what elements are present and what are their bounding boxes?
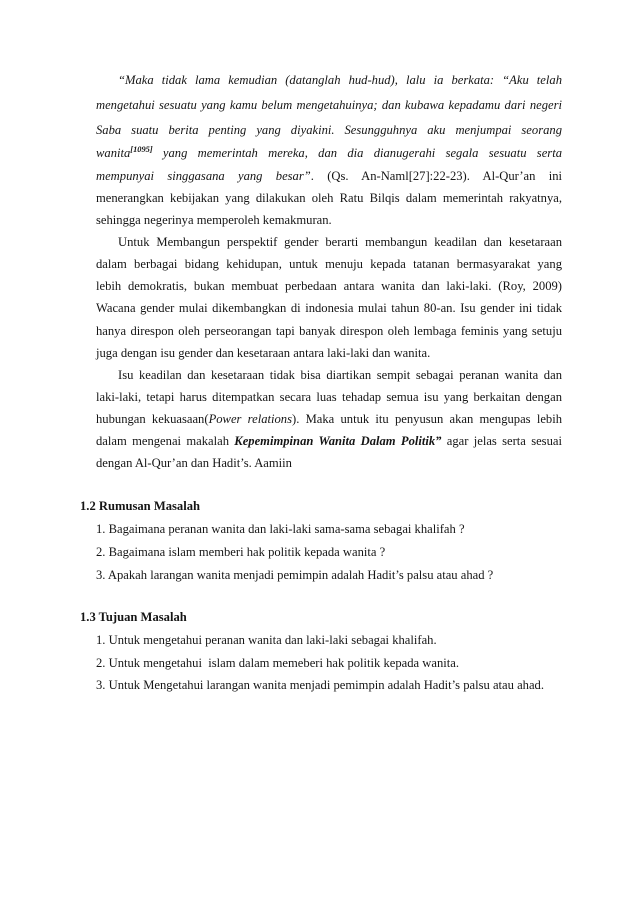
list-item: 3. Apakah larangan wanita menjadi pemimpin adalah Hadit’s palsu atau ahad ? xyxy=(96,568,494,582)
numbered-list xyxy=(80,518,580,587)
quote-paragraph xyxy=(96,68,562,232)
body-line xyxy=(96,209,562,231)
body-text: hubungan kekuasaan( xyxy=(96,411,209,426)
body-text: dalam mengenai makalah xyxy=(96,433,235,448)
list-item: 1. Untuk mengetahui peranan wanita dan laki-laki sebagai khalifah. xyxy=(96,633,437,647)
quote-text: “Maka tidak lama kemudian (datanglah hud-hud), lalu ia berkata: “Aku telah xyxy=(118,72,562,87)
body-text: dengan Al-Qur’an dan Hadit’s. Aamiin xyxy=(96,456,292,471)
body-text: sehingga negerinya memperoleh kemakmuran. xyxy=(96,213,332,228)
body-line xyxy=(96,275,562,297)
list-item: 3. Untuk Mengetahui larangan wanita menjadi pemimpin adalah Hadit’s palsu atau ahad. xyxy=(96,678,544,692)
body-text: menerangkan kebijakan yang dilakukan oleh Ratu Bilqis dalam memerintah rakyatnya, xyxy=(96,191,562,206)
body-text: juga dengan isu gender dan kesetaraan antara laki-laki dan wanita. xyxy=(96,345,431,360)
body-line xyxy=(96,231,562,253)
numbered-list xyxy=(80,629,580,697)
list-item: 2. Bagaimana islam memberi hak politik kepada wanita ? xyxy=(96,545,386,559)
body-line xyxy=(96,297,562,319)
body-text: agar jelas serta sesuai xyxy=(441,433,562,448)
body-line xyxy=(96,187,562,209)
body-line xyxy=(96,142,562,166)
body-text: ). Maka untuk itu penyusun akan mengupas lebih xyxy=(292,411,562,426)
body-text: Untuk Membangun perspektif gender berarti membangun keadilan dan kesetaraan xyxy=(118,235,562,250)
section-heading: 1.3 Tujuan Masalah xyxy=(80,610,187,624)
quote-text: Saba suatu berita penting yang diyakini. Sesungguhnya aku menjumpai seorang xyxy=(96,122,562,137)
quote-text: mempunyai singgasana yang besar” xyxy=(96,169,311,183)
body-text: Isu keadilan dan kesetaraan tidak bisa diartikan sempit sebagai peranan wanita dan xyxy=(118,367,562,382)
body-text: hanya direspon oleh perseorangan tapi banyak direspon oleh lembaga feminis yang setuju xyxy=(96,323,562,338)
paper-title-emphasis: Kepemimpinan Wanita Dalam Politik” xyxy=(234,433,442,448)
quote-text: mengetahui sesuatu yang kamu belum mengetahuinya; dan kubawa kepadamu dari negeri xyxy=(96,97,562,112)
italic-term: Power relations xyxy=(208,411,292,426)
body-line xyxy=(96,408,562,430)
introduction-body xyxy=(96,68,562,475)
body-line xyxy=(96,165,562,187)
quote-text: yang memerintah mereka, dan dia dianugerahi segala sesuatu serta xyxy=(152,145,562,160)
body-line xyxy=(96,452,562,474)
body-text: laki-laki, tetapi harus ditempatkan secara luas tehadap semua isu yang berkaitan dengan xyxy=(96,389,562,404)
body-line xyxy=(96,342,562,364)
paragraph xyxy=(96,231,562,363)
body-text: lebih demokratis, bukan membuat perbedaan antara wanita dan laki-laki. (Roy, 2009) xyxy=(96,279,562,294)
section-rumusan-masalah xyxy=(80,495,580,587)
paragraph xyxy=(96,364,562,474)
list-item: 1. Bagaimana peranan wanita dan laki-laki sama-sama sebagai khalifah ? xyxy=(96,522,465,536)
body-line xyxy=(96,118,562,142)
section-heading: 1.2 Rumusan Masalah xyxy=(80,499,201,513)
body-line xyxy=(96,364,562,386)
body-text: dalam berbagai bidang kehidupan, untuk menuju kepada tatanan bermasyarakat yang xyxy=(96,257,562,272)
quote-text: wanita xyxy=(96,145,131,160)
footnote-reference: [1095] xyxy=(130,144,153,154)
body-line xyxy=(96,68,562,93)
body-line xyxy=(96,386,562,408)
body-text: Wacana gender mulai dikembangkan di indonesia mulai tahun 80-an. Isu gender ini tidak xyxy=(96,301,562,316)
citation-text: . (Qs. An-Naml[27]:22-23). Al-Qur’an ini xyxy=(310,169,562,183)
list-item: 2. Untuk mengetahui islam dalam memeberi hak politik kepada wanita. xyxy=(96,655,460,670)
body-line xyxy=(96,93,562,118)
body-line xyxy=(96,253,562,275)
section-tujuan-masalah xyxy=(80,606,580,697)
body-line xyxy=(96,430,562,452)
body-line xyxy=(96,320,562,342)
